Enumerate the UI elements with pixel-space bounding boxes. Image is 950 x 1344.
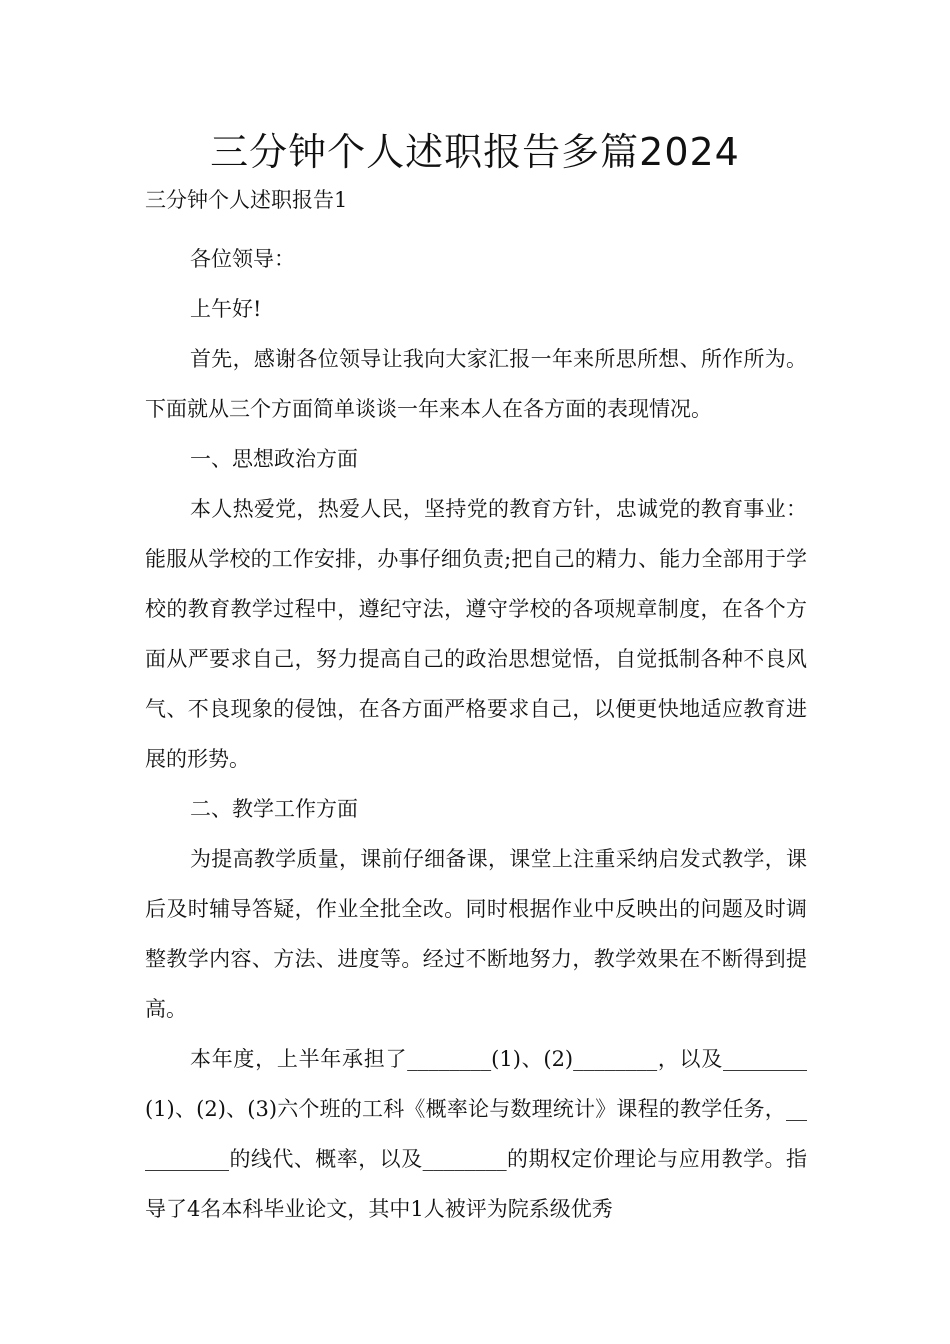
politics-paragraph: 本人热爱党，热爱人民，坚持党的教育方针，忠诚党的教育事业：能服从学校的工作安排，办事仔细负责;把自己的精力、能力全部用于学校的教育教学过程中，遵纪守法，遵守学校的各项规章制度，在各个方面从严要求自己，努力提高自己的政治思想觉悟，自觉抵制各种不良风气、不良现象的侵蚀，在各方面严格要求自己，以便更快地适应教育进展的形势。 <box>145 497 807 771</box>
salutation: 各位领导： <box>190 247 295 271</box>
report-subtitle: 三分钟个人述职报告1 <box>145 188 348 212</box>
teaching-paragraph: 为提高教学质量，课前仔细备课，课堂上注重采纳启发式教学，课后及时辅导答疑，作业全批全改。同时根据作业中反映出的问题及时调整教学内容、方法、进度等。经过不断地努力，教学效果在不断得到提高。 <box>145 847 807 1021</box>
intro-paragraph: 首先，感谢各位领导让我向大家汇报一年来所思所想、所作所为。下面就从三个方面简单谈谈一年来本人在各方面的表现情况。 <box>145 347 807 421</box>
document-body <box>145 234 807 1234</box>
document-title: 三分钟个人述职报告多篇2024 <box>210 130 740 174</box>
section-heading-teaching: 二、教学工作方面 <box>190 797 358 821</box>
greeting: 上午好! <box>190 297 262 321</box>
workload-paragraph: 本年度，上半年承担了________(1)、(2)________，以及________(1)、(2)、(3)六个班的工科《概率论与数理统计》课程的教学任务，__________的线代、概率，以及________的期权定价理论与应用教学。指导了4名本科毕业论文，其中1人被评为院系级优秀 <box>145 1047 807 1221</box>
section-heading-politics: 一、思想政治方面 <box>190 447 358 471</box>
